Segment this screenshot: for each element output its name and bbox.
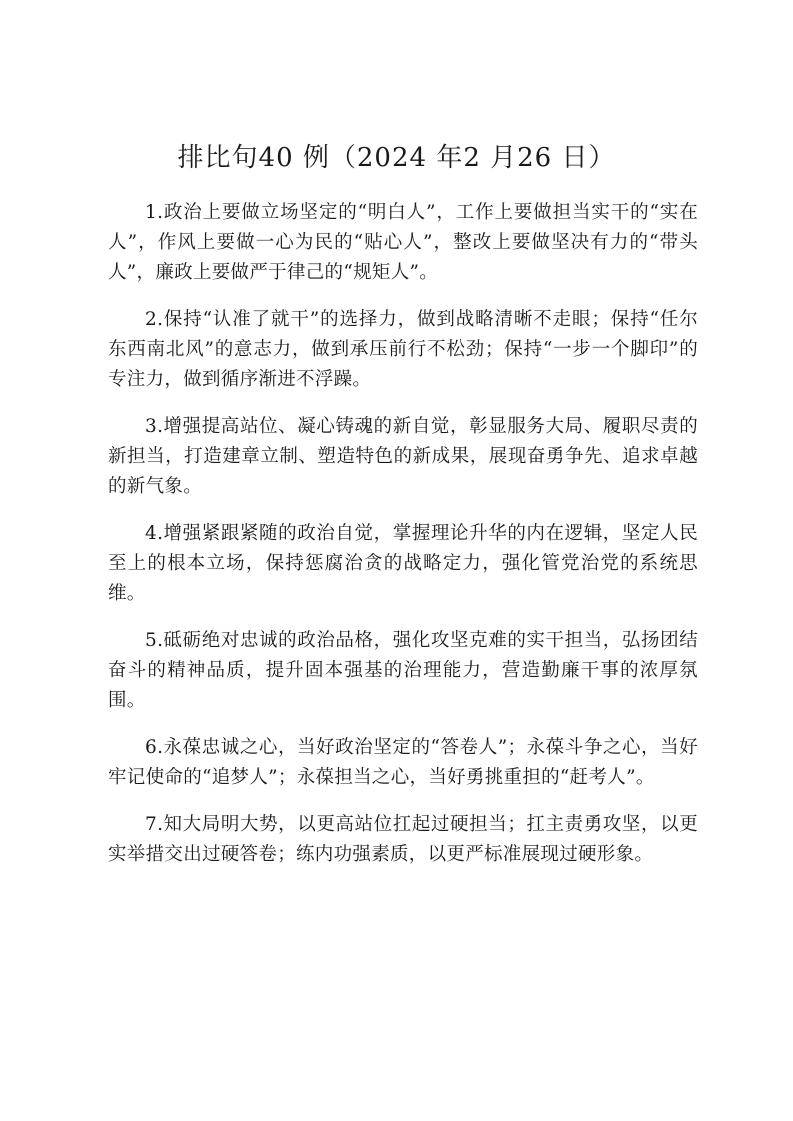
paragraph-1: 1.政治上要做立场坚定的“明白人”，工作上要做担当实干的“实在人”，作风上要做一心为民的“贴心人”，整改上要做坚决有力的“带头人”，廉政上要做严于律己的“规矩人”。 bbox=[108, 202, 698, 283]
paragraph-3: 3.增强提高站位、凝心铸魂的新自觉，彰显服务大局、履职尽责的新担当，打造建章立制、塑造特色的新成果，展现奋勇争先、追求卓越的新气象。 bbox=[108, 416, 698, 497]
paragraph-6: 6.永葆忠诚之心，当好政治坚定的“答卷人”；永葆斗争之心，当好牢记使命的“追梦人”；永葆担当之心，当好勇挑重担的“赶考人”。 bbox=[108, 737, 698, 788]
document-body bbox=[108, 198, 698, 887]
paragraph-5: 5.砥砺绝对忠诚的政治品格，强化攻坚克难的实干担当，弘扬团结奋斗的精神品质，提升固本强基的治理能力，营造勤廉干事的浓厚氛围。 bbox=[108, 630, 698, 711]
paragraph-7: 7.知大局明大势，以更高站位扛起过硬担当；扛主责勇攻坚，以更实举措交出过硬答卷；练内功强素质，以更严标准展现过硬形象。 bbox=[108, 814, 698, 865]
paragraph-4: 4.增强紧跟紧随的政治自觉，掌握理论升华的内在逻辑，坚定人民至上的根本立场，保持惩腐治贪的战略定力，强化管党治党的系统思维。 bbox=[108, 523, 698, 604]
paragraph-2: 2.保持“认准了就干”的选择力，做到战略清晰不走眼；保持“任尔东西南北风”的意志力，做到承压前行不松劲；保持“一步一个脚印”的专注力，做到循序渐进不浮躁。 bbox=[108, 309, 698, 390]
document-title: 排比句40 例（2024 年2 月26 日） bbox=[177, 143, 616, 173]
